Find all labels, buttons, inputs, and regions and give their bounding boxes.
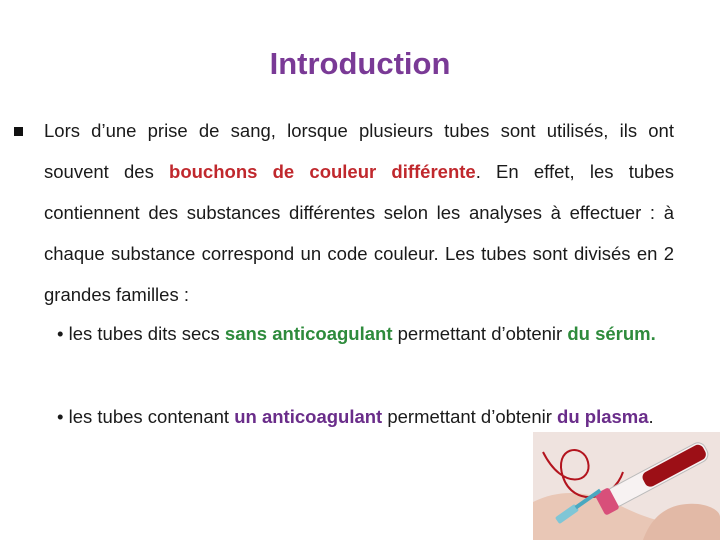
square-bullet-icon (14, 124, 24, 134)
slide-title: Introduction (269, 46, 451, 81)
family-middle: permettant d’obtenir (382, 406, 558, 427)
family-result: du plasma (557, 406, 649, 427)
family-result: du sérum. (567, 323, 656, 344)
family-prefix: • les tubes dits secs (57, 323, 225, 344)
family-highlight: un anticoagulant (234, 406, 383, 427)
family-highlight: sans anticoagulant (224, 323, 393, 344)
family-middle: permettant d’obtenir (392, 323, 568, 344)
blood-tube-illustration (533, 432, 720, 540)
family-prefix: • les tubes contenant (57, 406, 235, 427)
intro-highlight: bouchons de couleur différente (169, 161, 476, 182)
family-item-serum (57, 313, 675, 355)
intro-text-part2: . En effet, les tubes contiennent des substances différentes selon les analyses à effectuer : à chaque substance correspond un code couleur. Les tubes sont divisés en 2 grandes familles : (44, 161, 674, 305)
intro-text-part1: Lors d’une prise de sang, lorsque plusieurs tubes sont utilisés, ils ont souvent des (44, 120, 674, 182)
blood-tube-photo (533, 432, 720, 540)
family-suffix: . (648, 406, 654, 427)
intro-paragraph (44, 110, 674, 315)
